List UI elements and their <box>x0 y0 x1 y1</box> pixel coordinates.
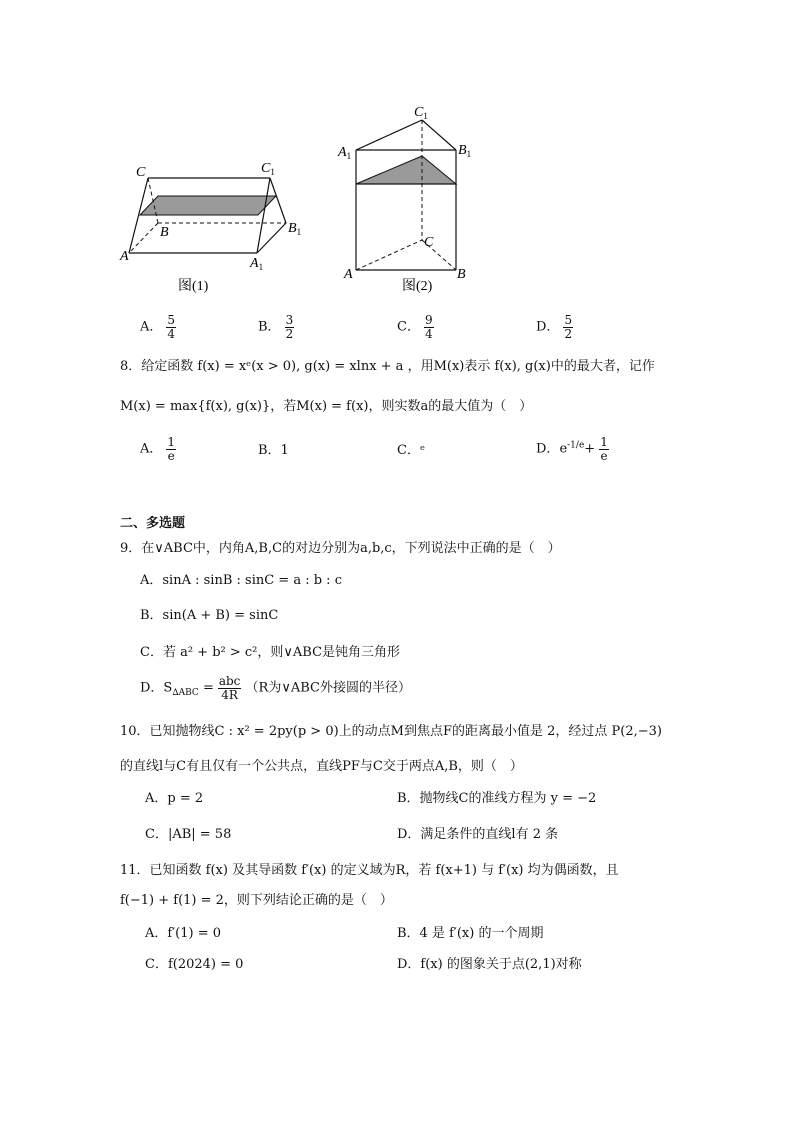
q11-option-a: A．f′(1) = 0 <box>145 926 221 941</box>
section-title-multiple-choice: 二、多选题 <box>120 516 186 531</box>
fig2-caption: 图(2) <box>402 279 433 294</box>
svg-text:A1 <box>249 256 263 272</box>
figure-2-prism <box>336 100 486 300</box>
q9-stem: 9．在∨ABC中，内角A,B,C的对边分别为a,b,c，下列说法中正确的是（ ） <box>120 541 561 556</box>
fig2-shaded-section <box>356 156 456 184</box>
q11-stem-line1: 11．已知函数 f(x) 及其导函数 f′(x) 的定义域为R，若 f(x+1) 与 f′(x) 均为偶函数，且 <box>120 863 619 878</box>
fig1-label-B: B <box>160 225 169 240</box>
q11-stem-line2: f(−1) + f(1) = 2，则下列结论正确的是（ ） <box>120 893 393 908</box>
fig1-label-A1: A <box>250 256 259 271</box>
fig1-label-C: C <box>136 165 146 180</box>
q10-stem-line1: 10．已知抛物线C : x² = 2py(p > 0)上的动点M到焦点F的距离最小值是 2，经过点 P(2,−3) <box>120 724 662 739</box>
q10-option-b: B．抛物线C的准线方程为 y = −2 <box>397 791 597 806</box>
fig1-sub: 1 <box>296 227 302 237</box>
q10-option-c: C．|AB| = 58 <box>145 827 232 842</box>
q7-option-b: B． $\frac{3}{2}$ <box>258 313 294 341</box>
q9-option-d: D．$S_{\Delta ABC}$ = $\frac{\text{abc}}{4R}$ （R为∨ABC外接圆的半径） <box>140 674 411 702</box>
q9-option-b: B．sin(A + B) = sinC <box>140 608 279 623</box>
fig1-sub: 1 <box>270 167 275 177</box>
fig2-label-C1: C <box>414 105 424 120</box>
fig1-label-C1: C <box>261 161 271 176</box>
q8-stem-line2: M(x) = max{f(x), g(x)}，若M(x) = f(x)，则实数a的最大值为（ ） <box>120 399 533 414</box>
fig1-sub: 1 <box>258 262 264 272</box>
q10-option-a: A．p = 2 <box>145 791 204 806</box>
q7-option-a: A． $\frac{5}{4}$ <box>140 313 176 341</box>
q11-option-d: D．f(x) 的图象关于点(2,1)对称 <box>397 957 582 972</box>
svg-text:B <box>160 225 169 240</box>
svg-text:B1 <box>458 143 471 159</box>
q8-option-d: D．$e^{-1/e}+$ $\frac{1}{e}$ <box>536 435 608 463</box>
fig1-caption: 图(1) <box>178 279 209 294</box>
fig2-label-A1: A <box>338 145 347 160</box>
svg-text:C1 <box>414 105 428 121</box>
q7-option-c: C． $\frac{9}{4}$ <box>397 313 433 341</box>
fig2-label-A: A <box>344 267 353 282</box>
q10-stem-line2: 的直线l与C有且仅有一个公共点，直线PF与C交于两点A,B，则（ ） <box>120 759 523 774</box>
fig2-label-B1: B <box>458 143 467 158</box>
svg-text:A <box>119 249 129 264</box>
fig1-shaded-section <box>140 196 276 215</box>
q9-option-c: C．若 a² + b² > c²，则∨ABC是钝角三角形 <box>140 645 401 660</box>
figure-1-prism <box>118 150 318 295</box>
svg-text:C <box>136 165 146 180</box>
q10-option-d: D．满足条件的直线l有 2 条 <box>397 827 559 842</box>
fig2-sub: 1 <box>346 151 352 161</box>
q7-option-d: D． $\frac{5}{2}$ <box>536 313 573 341</box>
fig2-sub: 1 <box>423 111 428 121</box>
svg-text:A1 <box>337 145 351 161</box>
q8-option-a: A． $\frac{1}{e}$ <box>140 435 176 463</box>
fig2-label-B: B <box>457 267 466 282</box>
q8-stem-line1: 8．给定函数 f(x) = xᵉ(x > 0), g(x) = xlnx + a ，用M(x)表示 f(x), g(x)中的最大者，记作 <box>120 359 655 374</box>
q11-option-c: C．f(2024) = 0 <box>145 957 244 972</box>
q9-option-a: A．sinA : sinB : sinC = a : b : c <box>140 573 342 588</box>
q8-option-c: C．ᵉ <box>397 443 425 458</box>
fig1-label-B1: B <box>288 221 297 236</box>
q8-option-b: B．1 <box>258 443 289 458</box>
svg-text:B1 <box>288 221 301 237</box>
fig1-label-A: A <box>120 249 129 264</box>
svg-text:C1 <box>261 161 275 177</box>
fig2-label-C: C <box>424 235 434 250</box>
fig2-sub: 1 <box>466 149 472 159</box>
q11-option-b: B．4 是 f′(x) 的一个周期 <box>397 926 544 941</box>
